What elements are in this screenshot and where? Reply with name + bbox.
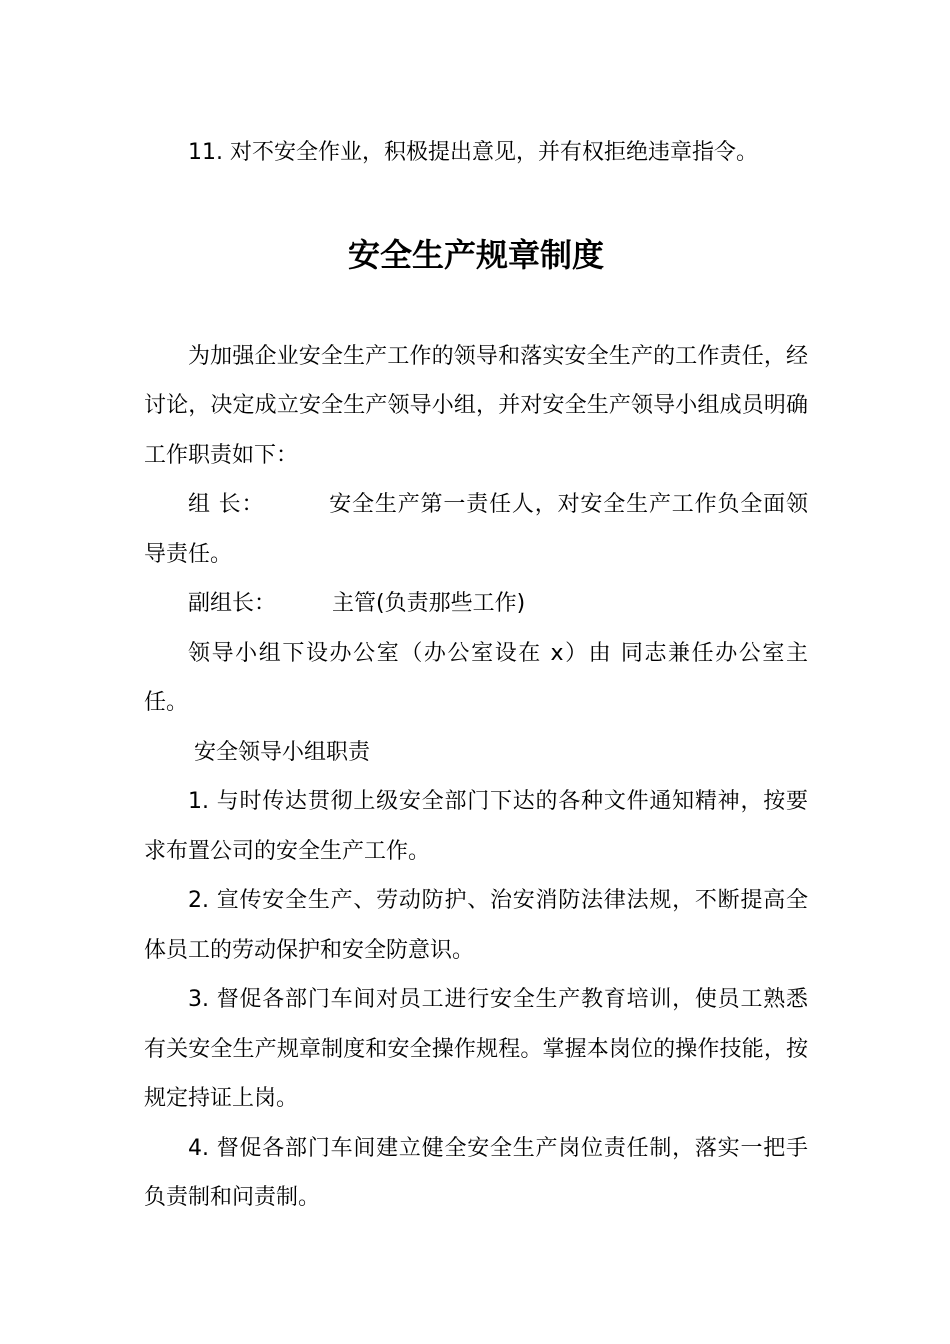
document-body: [144, 128, 808, 1223]
leader-paragraph: [144, 480, 808, 579]
leader-text: 安全生产第一责任人，对安全生产工作负全面领导责任。: [144, 492, 808, 567]
leader-label: 组 长：: [188, 492, 265, 517]
section-title: 安全生产规章制度: [347, 235, 604, 274]
duties-heading: 安全领导小组职责: [194, 739, 371, 765]
duty-item-2: 2. 宣传安全生产、劳动防护、治安消防法律法规，不断提高全体员工的劳动保护和安全防意识。: [144, 888, 808, 963]
intro-paragraph: 为加强企业安全生产工作的领导和落实安全生产的工作责任，经讨论，决定成立安全生产领导小组，并对安全生产领导小组成员明确工作职责如下：: [144, 343, 808, 468]
deputy-paragraph: [144, 579, 808, 629]
deputy-label: 副组长：: [188, 591, 277, 616]
deputy-text: 主管(负责那些工作): [332, 591, 526, 616]
office-paragraph: 领导小组下设办公室（办公室设在 x）由 同志兼任办公室主任。: [144, 640, 808, 715]
duty-item-3: 3. 督促各部门车间对员工进行安全生产教育培训，使员工熟悉有关安全生产规章制度和安全操作规程。掌握本岗位的操作技能，按规定持证上岗。: [144, 987, 808, 1111]
duty-item-1: 1. 与时传达贯彻上级安全部门下达的各种文件通知精神，按要求布置公司的安全生产工作。: [144, 789, 808, 864]
duty-item-4: 4. 督促各部门车间建立健全安全生产岗位责任制，落实一把手负责制和问责制。: [144, 1135, 808, 1210]
lead-item: 11. 对不安全作业，积极提出意见，并有权拒绝违章指令。: [188, 140, 758, 165]
